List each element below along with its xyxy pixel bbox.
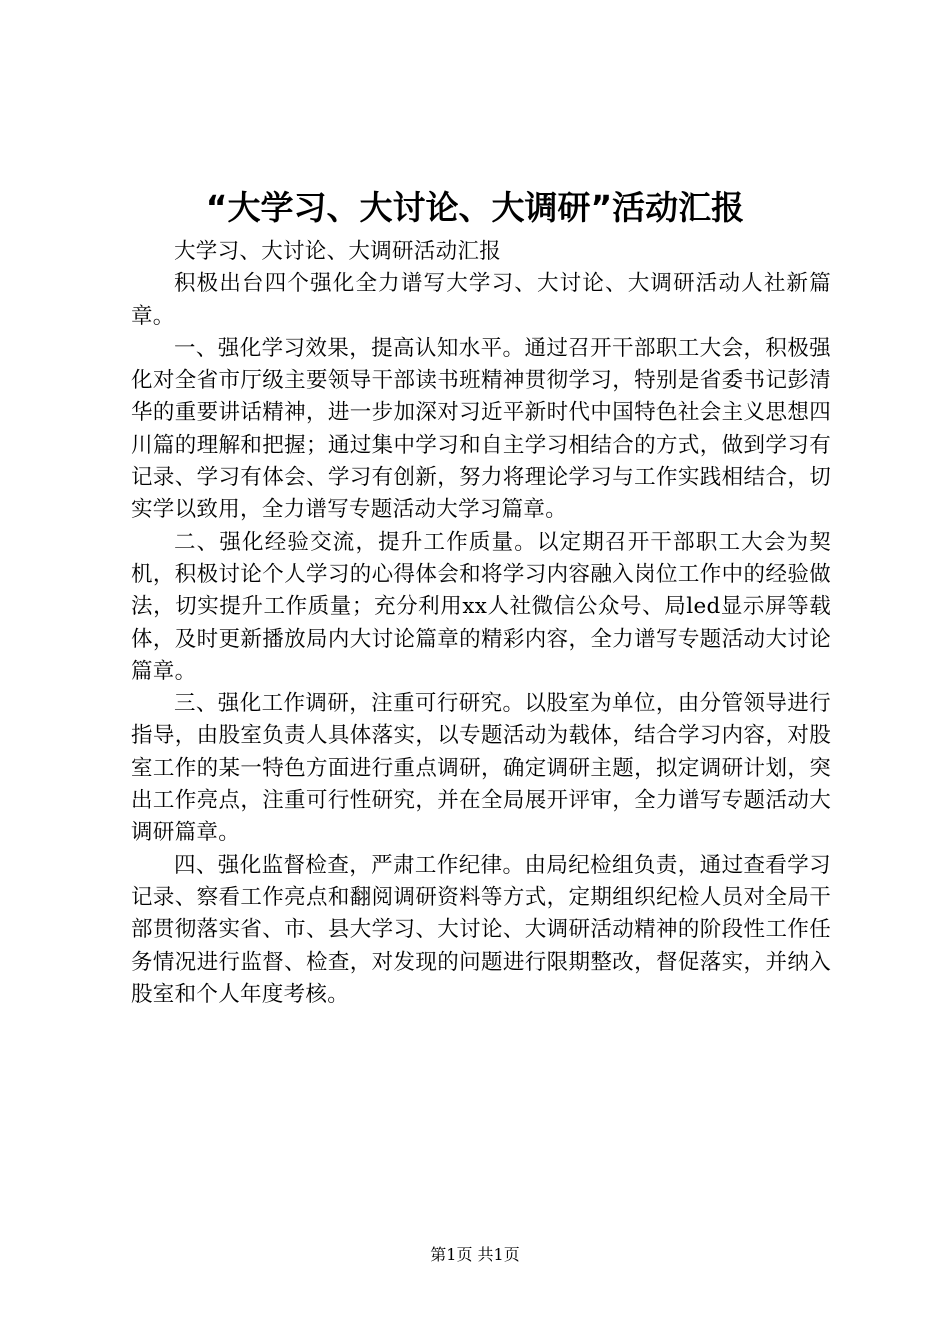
paragraph-section-4: 四、强化监督检查，严肃工作纪律。由局纪检组负责，通过查看学习记录、察看工作亮点和翻阅调研资料等方式，定期组织纪检人员对全局干部贯彻落实省、市、县大学习、大讨论、大调研活动精神的阶段性工作任务情况进行监督、检查，对发现的问题进行限期整改，督促落实，并纳入股室和个人年度考核。 bbox=[131, 852, 831, 1007]
paragraph-section-2: 二、强化经验交流，提升工作质量。以定期召开干部职工大会为契机，积极讨论个人学习的心得体会和将学习内容融入岗位工作中的经验做法，切实提升工作质量；充分利用xx人社微信公众号、局led显示屏等载体，及时更新播放局内大讨论篇章的精彩内容，全力谱写专题活动大讨论篇章。 bbox=[131, 529, 831, 684]
paragraph-intro: 积极出台四个强化全力谱写大学习、大讨论、大调研活动人社新篇章。 bbox=[131, 271, 831, 329]
paragraph-section-3: 三、强化工作调研，注重可行研究。以股室为单位，由分管领导进行指导，由股室负责人具体落实，以专题活动为载体，结合学习内容，对股室工作的某一特色方面进行重点调研，确定调研主题，拟定调研计划，突出工作亮点，注重可行性研究，并在全局展开评审，全力谱写专题活动大调研篇章。 bbox=[131, 691, 831, 846]
paragraph-subtitle: 大学习、大讨论、大调研活动汇报 bbox=[174, 239, 502, 264]
page-footer: 第1页 共1页 bbox=[430, 1245, 520, 1264]
document-body bbox=[131, 236, 831, 1011]
document-title: “大学习、大讨论、大调研”活动汇报 bbox=[205, 188, 745, 227]
paragraph-section-1: 一、强化学习效果，提高认知水平。通过召开干部职工大会，积极强化对全省市厅级主要领导干部读书班精神贯彻学习，特别是省委书记彭清华的重要讲话精神，进一步加深对习近平新时代中国特色社会主义思想四川篇的理解和把握；通过集中学习和自主学习相结合的方式，做到学习有记录、学习有体会、学习有创新，努力将理论学习与工作实践相结合，切实学以致用，全力谱写专题活动大学习篇章。 bbox=[131, 335, 831, 523]
